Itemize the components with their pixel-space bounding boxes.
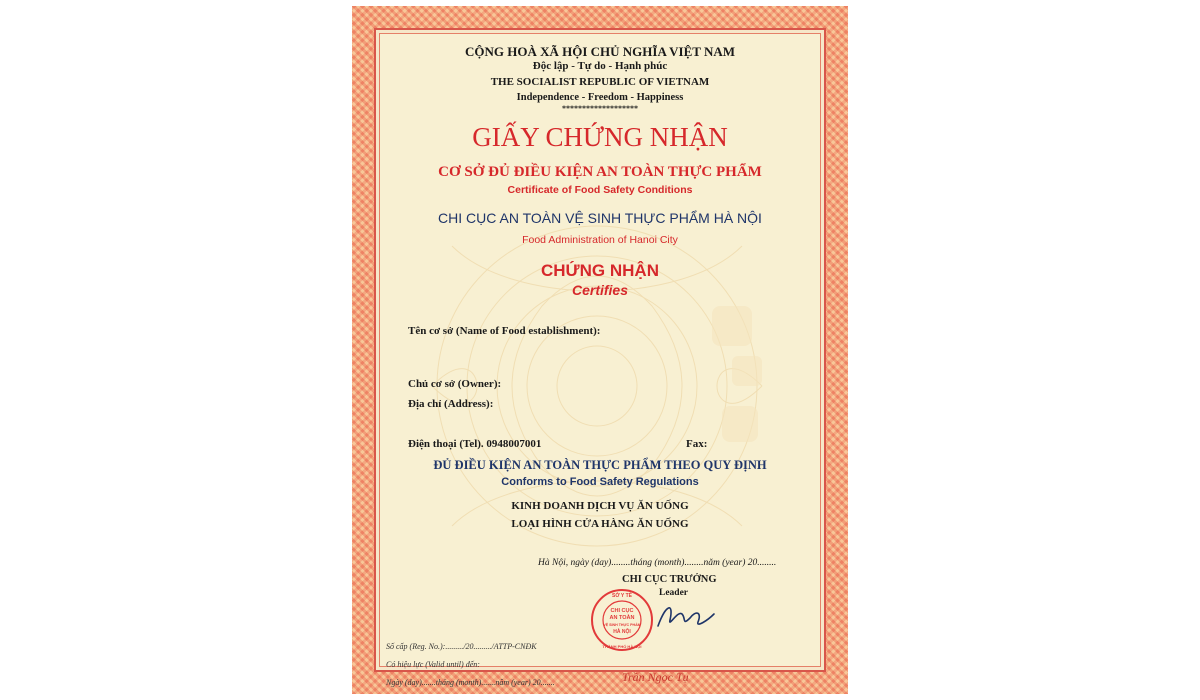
seal-top-text: SỞ Y TẾ xyxy=(612,593,632,599)
signer-title-en: Leader xyxy=(659,588,689,598)
handwritten-signature xyxy=(652,596,722,636)
conforms-statement: ĐỦ ĐIỀU KIỆN AN TOÀN THỰC PHẨM THEO QUY ĐỊNH xyxy=(433,458,767,472)
header-country-en: THE SOCIALIST REPUBLIC OF VIETNAM xyxy=(490,76,710,88)
issuer-name-en: Food Administration of Hanoi City xyxy=(522,234,678,246)
seal-center-2: AN TOÀN xyxy=(609,615,635,621)
footer-date: Ngày (day).......tháng (month).......năm (year) 20....... xyxy=(386,678,555,687)
header-motto-en: Independence - Freedom - Happiness xyxy=(516,92,684,103)
footer-valid-until: Có hiệu lực (Valid until) đến: xyxy=(386,660,480,669)
certificate xyxy=(352,6,848,694)
official-seal xyxy=(590,588,654,652)
seal-center-3: VỆ SINH THỰC PHẨM xyxy=(603,623,641,627)
seal-ring-text: THÀNH PHỐ HÀ NỘI xyxy=(602,644,642,649)
business-type-2: LOẠI HÌNH CỬA HÀNG ĂN UỐNG xyxy=(511,518,689,530)
certificate-subtitle-en: Certificate of Food Safety Conditions xyxy=(507,184,693,196)
field-establishment-label: Tên cơ sở (Name of Food establishment): xyxy=(408,325,601,337)
certifies-heading: CHỨNG NHẬN xyxy=(541,261,659,280)
field-owner-label: Chủ cơ sở (Owner): xyxy=(408,378,502,390)
signer-title: CHI CỤC TRƯỞNG xyxy=(622,574,717,585)
header-motto-vi: Độc lập - Tự do - Hạnh phúc xyxy=(532,60,668,72)
certificate-subtitle: CƠ SỞ ĐỦ ĐIỀU KIỆN AN TOÀN THỰC PHẨM xyxy=(438,164,762,180)
certificate-title: GIẤY CHỨNG NHẬN xyxy=(472,122,728,152)
header-country-vi: CỘNG HOÀ XÃ HỘI CHỦ NGHĨA VIỆT NAM xyxy=(464,44,736,59)
seal-center-4: HÀ NỘI xyxy=(613,629,631,635)
field-fax-label: Fax: xyxy=(686,438,708,450)
field-address-label: Địa chỉ (Address): xyxy=(408,398,494,410)
conforms-statement-en: Conforms to Food Safety Regulations xyxy=(501,476,699,488)
seal-center-1: CHI CỤC xyxy=(610,608,634,614)
certifies-heading-en: Certifies xyxy=(571,282,629,298)
signing-date: Hà Nội, ngày (day)........tháng (month)........năm (year) 20........ xyxy=(538,558,777,568)
field-tel: Điện thoại (Tel). 0948007001 xyxy=(408,438,542,450)
footer-reg-no: Số cấp (Reg. No.):........./20........./ATTP-CNĐK xyxy=(386,642,537,651)
issuer-name: CHI CỤC AN TOÀN VỆ SINH THỰC PHẨM HÀ NỘI xyxy=(438,210,762,226)
signer-name: Trần Ngọc Tụ xyxy=(622,670,689,684)
business-type-1: KINH DOANH DỊCH VỤ ĂN UỐNG xyxy=(511,500,689,512)
header-stars: ******************* xyxy=(562,104,638,113)
